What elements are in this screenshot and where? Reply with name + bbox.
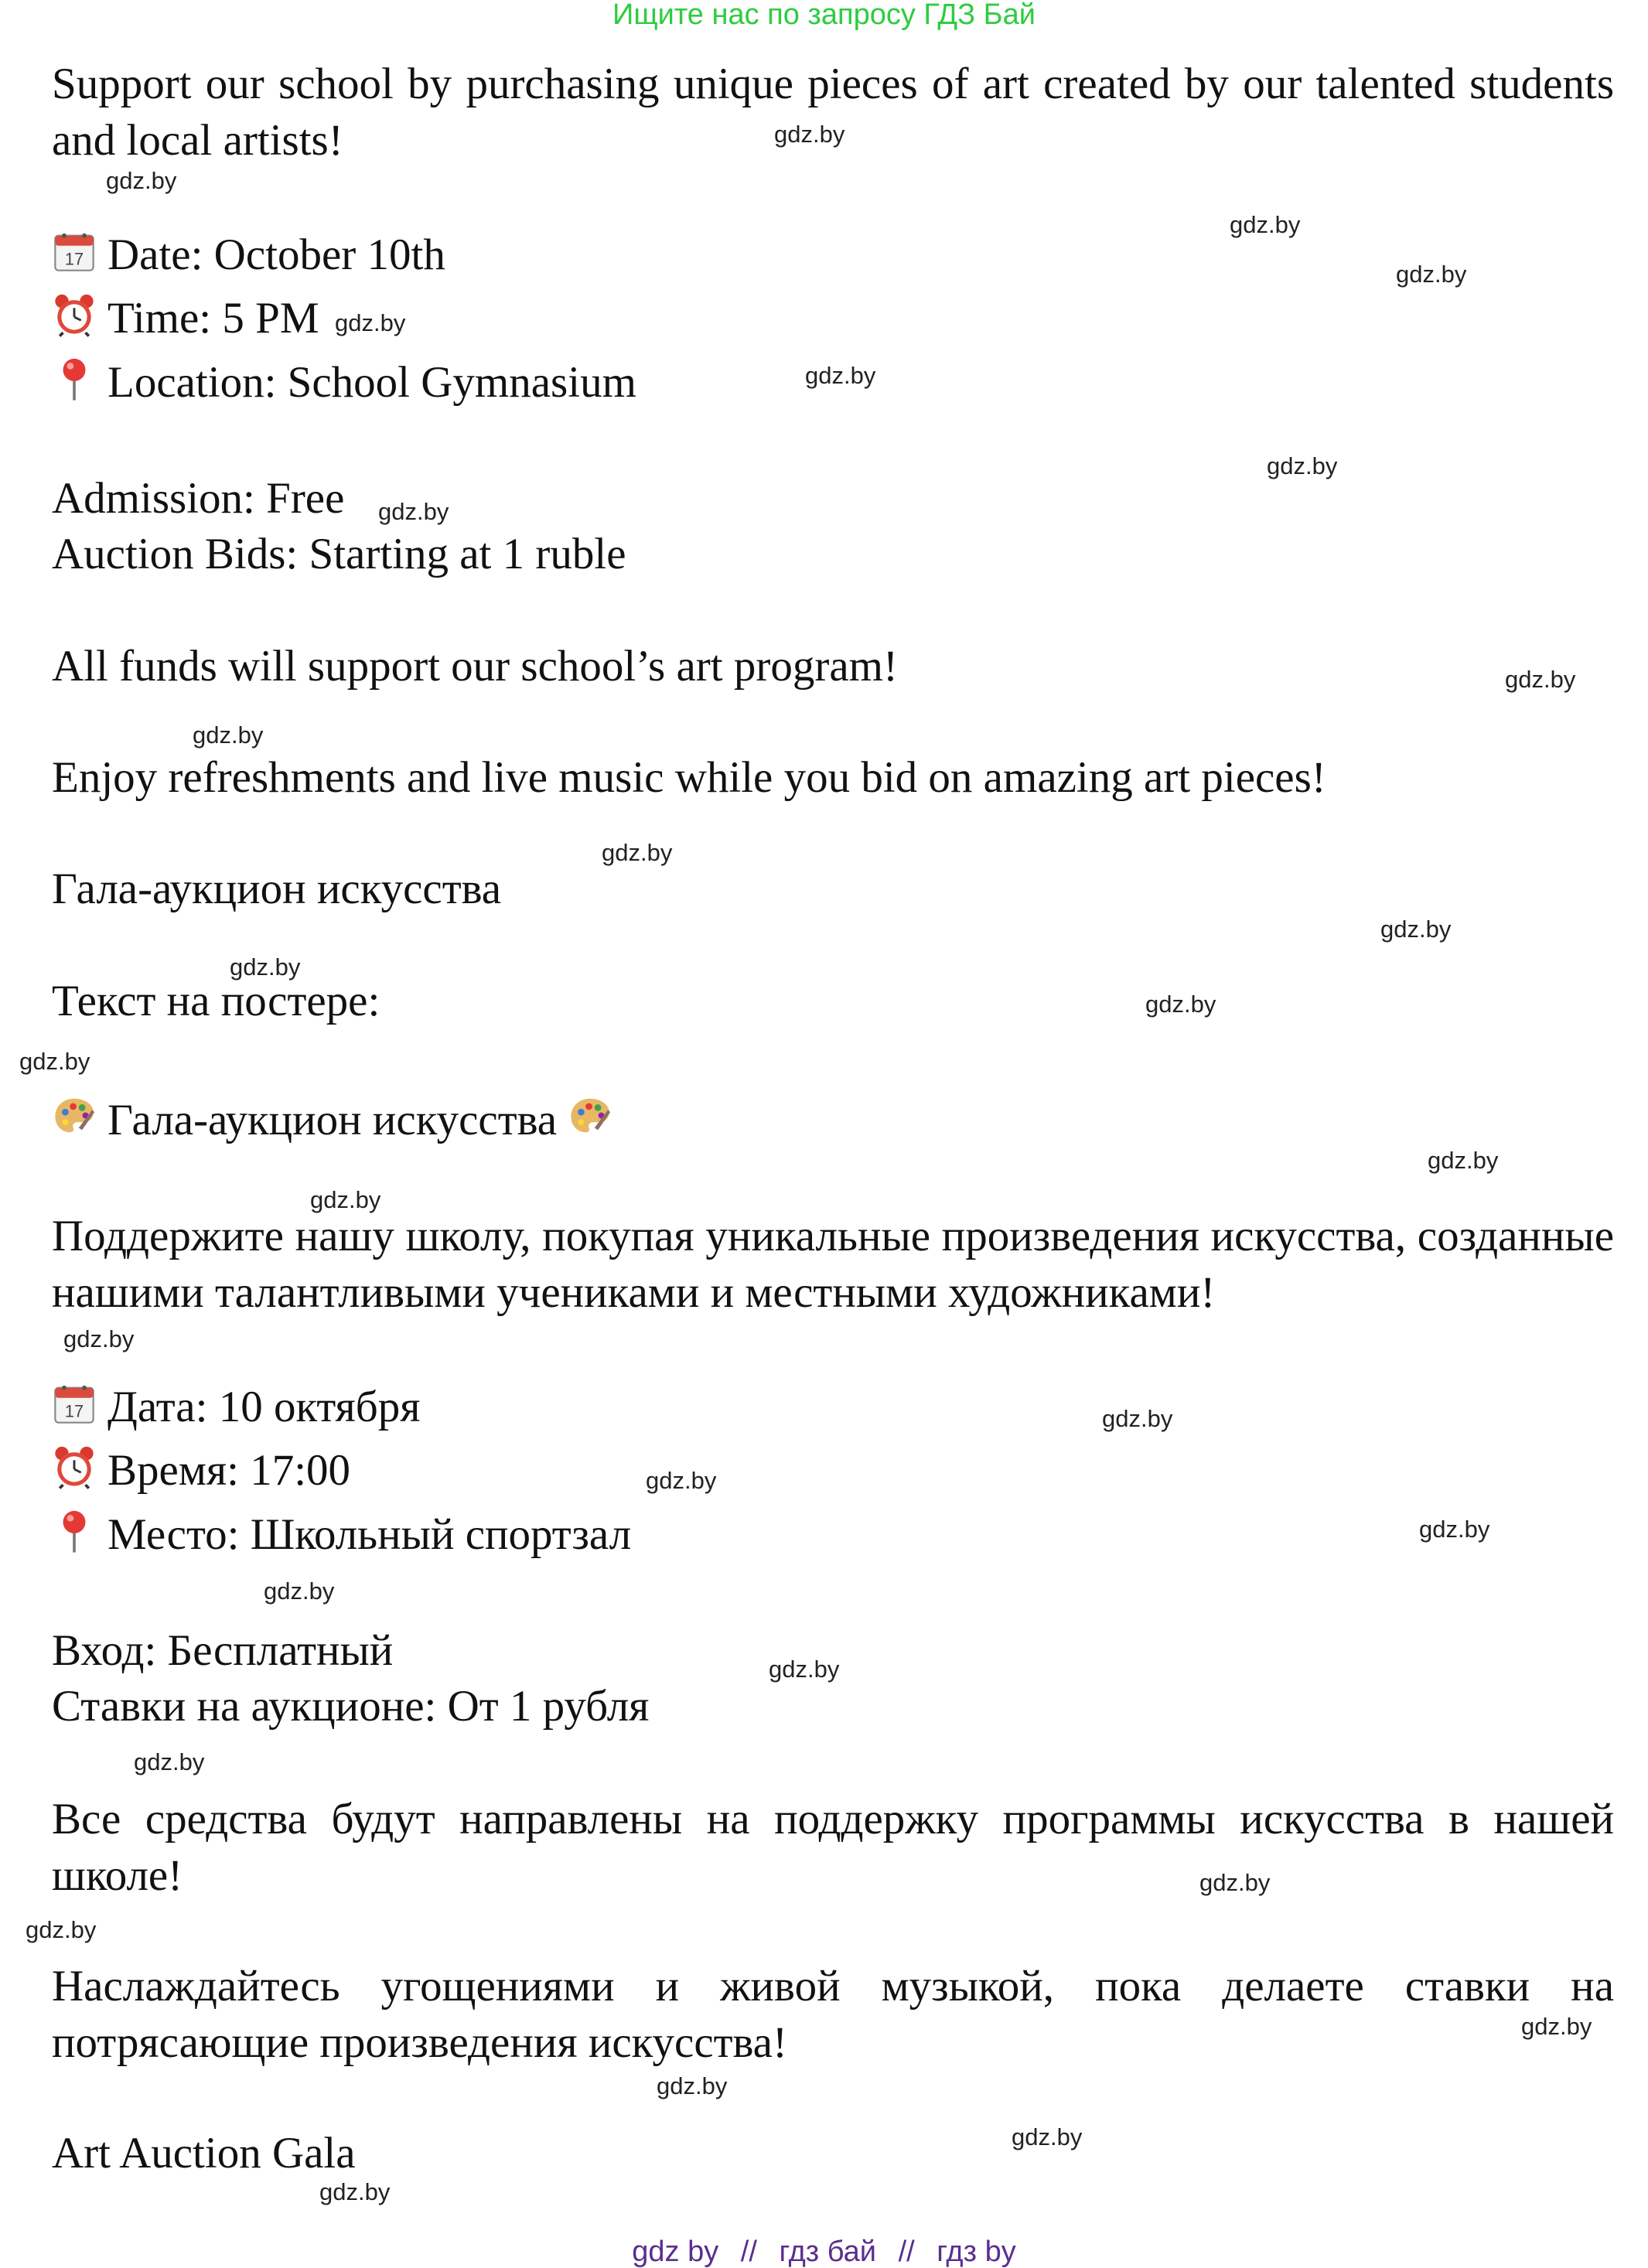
watermark: gdz.by [26,1916,97,1943]
watermark: gdz.by [134,1748,205,1775]
watermark: gdz.by [319,2178,391,2205]
russian-admission: Вход: Бесплатный [52,1626,394,1675]
watermark: gdz.by [774,121,845,148]
watermark: gdz.by [19,1048,90,1075]
watermark: gdz.by [805,362,876,389]
russian-location-line [52,1509,631,1557]
russian-bids: Ставки на аукционе: От 1 рубля [52,1682,650,1731]
closing-title: Art Auction Gala [52,2129,356,2178]
poster-title-line [52,1094,612,1142]
watermark: gdz.by [1230,211,1301,238]
footer-link-gdz-by-ru[interactable]: гдз by [937,2236,1016,2268]
svg-text:17: 17 [64,1401,84,1421]
english-time: Time: 5 PM [107,294,319,343]
russian-location: Место: Школьный спортзал [107,1510,632,1559]
watermark: gdz.by [310,1186,381,1213]
footer-separator: // [740,2236,757,2268]
watermark: gdz.by [1419,1516,1490,1543]
english-enjoy: Enjoy refreshments and live music while you bid on amazing art pieces! [52,753,1326,802]
alarm-clock-icon [52,292,97,337]
watermark: gdz.by [264,1577,335,1605]
english-time-line [52,292,319,343]
watermark: gdz.by [1012,2123,1083,2150]
english-bids: Auction Bids: Starting at 1 ruble [52,530,626,578]
watermark: gdz.by [63,1325,135,1352]
calendar-icon [52,1381,97,1426]
footer-link-gdz-by[interactable]: gdz by [632,2236,719,2268]
watermark: gdz.by [1267,452,1338,479]
watermark: gdz.by [657,2072,728,2099]
watermark: gdz.by [1505,666,1576,693]
watermark: gdz.by [230,953,301,981]
english-admission: Admission: Free [52,474,345,523]
calendar-icon [52,229,97,274]
watermark: gdz.by [646,1467,717,1494]
footer-separator: // [898,2236,915,2268]
round-pushpin-icon [52,1509,97,1553]
russian-time: Время: 17:00 [107,1446,351,1495]
watermark: gdz.by [769,1656,840,1683]
alarm-clock-icon [52,1444,97,1489]
watermark: gdz.by [1396,261,1467,288]
english-intro: Support our school by purchasing unique pieces of art created by our talented students and local artists! [52,60,1614,165]
watermark: gdz.by [1380,916,1452,943]
watermark: gdz.by [378,498,449,525]
watermark: gdz.by [1102,1405,1173,1432]
watermark: gdz.by [1521,2013,1592,2040]
english-date-line [52,229,445,277]
watermark: gdz.by [1428,1147,1499,1174]
russian-time-line [52,1444,351,1495]
watermark: gdz.by [1199,1869,1271,1896]
footer-link-gdz-bai[interactable]: гдз бай [779,2236,877,2268]
svg-text:17: 17 [64,249,84,269]
poster-title: Гала-аукцион искусства [107,1096,558,1144]
russian-date-line [52,1381,420,1429]
russian-title: Гала-аукцион искусства [52,865,502,913]
russian-enjoy: Наслаждайтесь угощениями и живой музыкой, пока делаете ставки на потрясающие произведения искусства! [52,1962,1614,2067]
russian-funds: Все средства будут направлены на поддержку программы искусства в нашей школе! [52,1795,1614,1900]
top-banner[interactable]: Ищите нас по запросу ГДЗ Бай [612,0,1036,31]
poster-label: Текст на постере: [52,977,380,1025]
russian-date: Дата: 10 октября [107,1383,421,1431]
english-funds: All funds will support our school’s art program! [52,642,898,691]
footer [0,2237,1648,2266]
russian-intro: Поддержите нашу школу, покупая уникальные произведения искусства, созданные нашими талантливыми учениками и местными художниками! [52,1212,1614,1317]
artist-palette-icon [52,1094,97,1139]
watermark: gdz.by [193,721,264,749]
watermark: gdz.by [1145,991,1216,1018]
artist-palette-icon [568,1094,612,1139]
english-location-line [52,356,636,407]
round-pushpin-icon [52,356,97,401]
english-location: Location: School Gymnasium [107,358,636,407]
watermark: gdz.by [106,167,177,194]
english-date: Date: October 10th [107,230,445,279]
watermark: gdz.by [602,839,673,866]
watermark: gdz.by [335,309,406,336]
